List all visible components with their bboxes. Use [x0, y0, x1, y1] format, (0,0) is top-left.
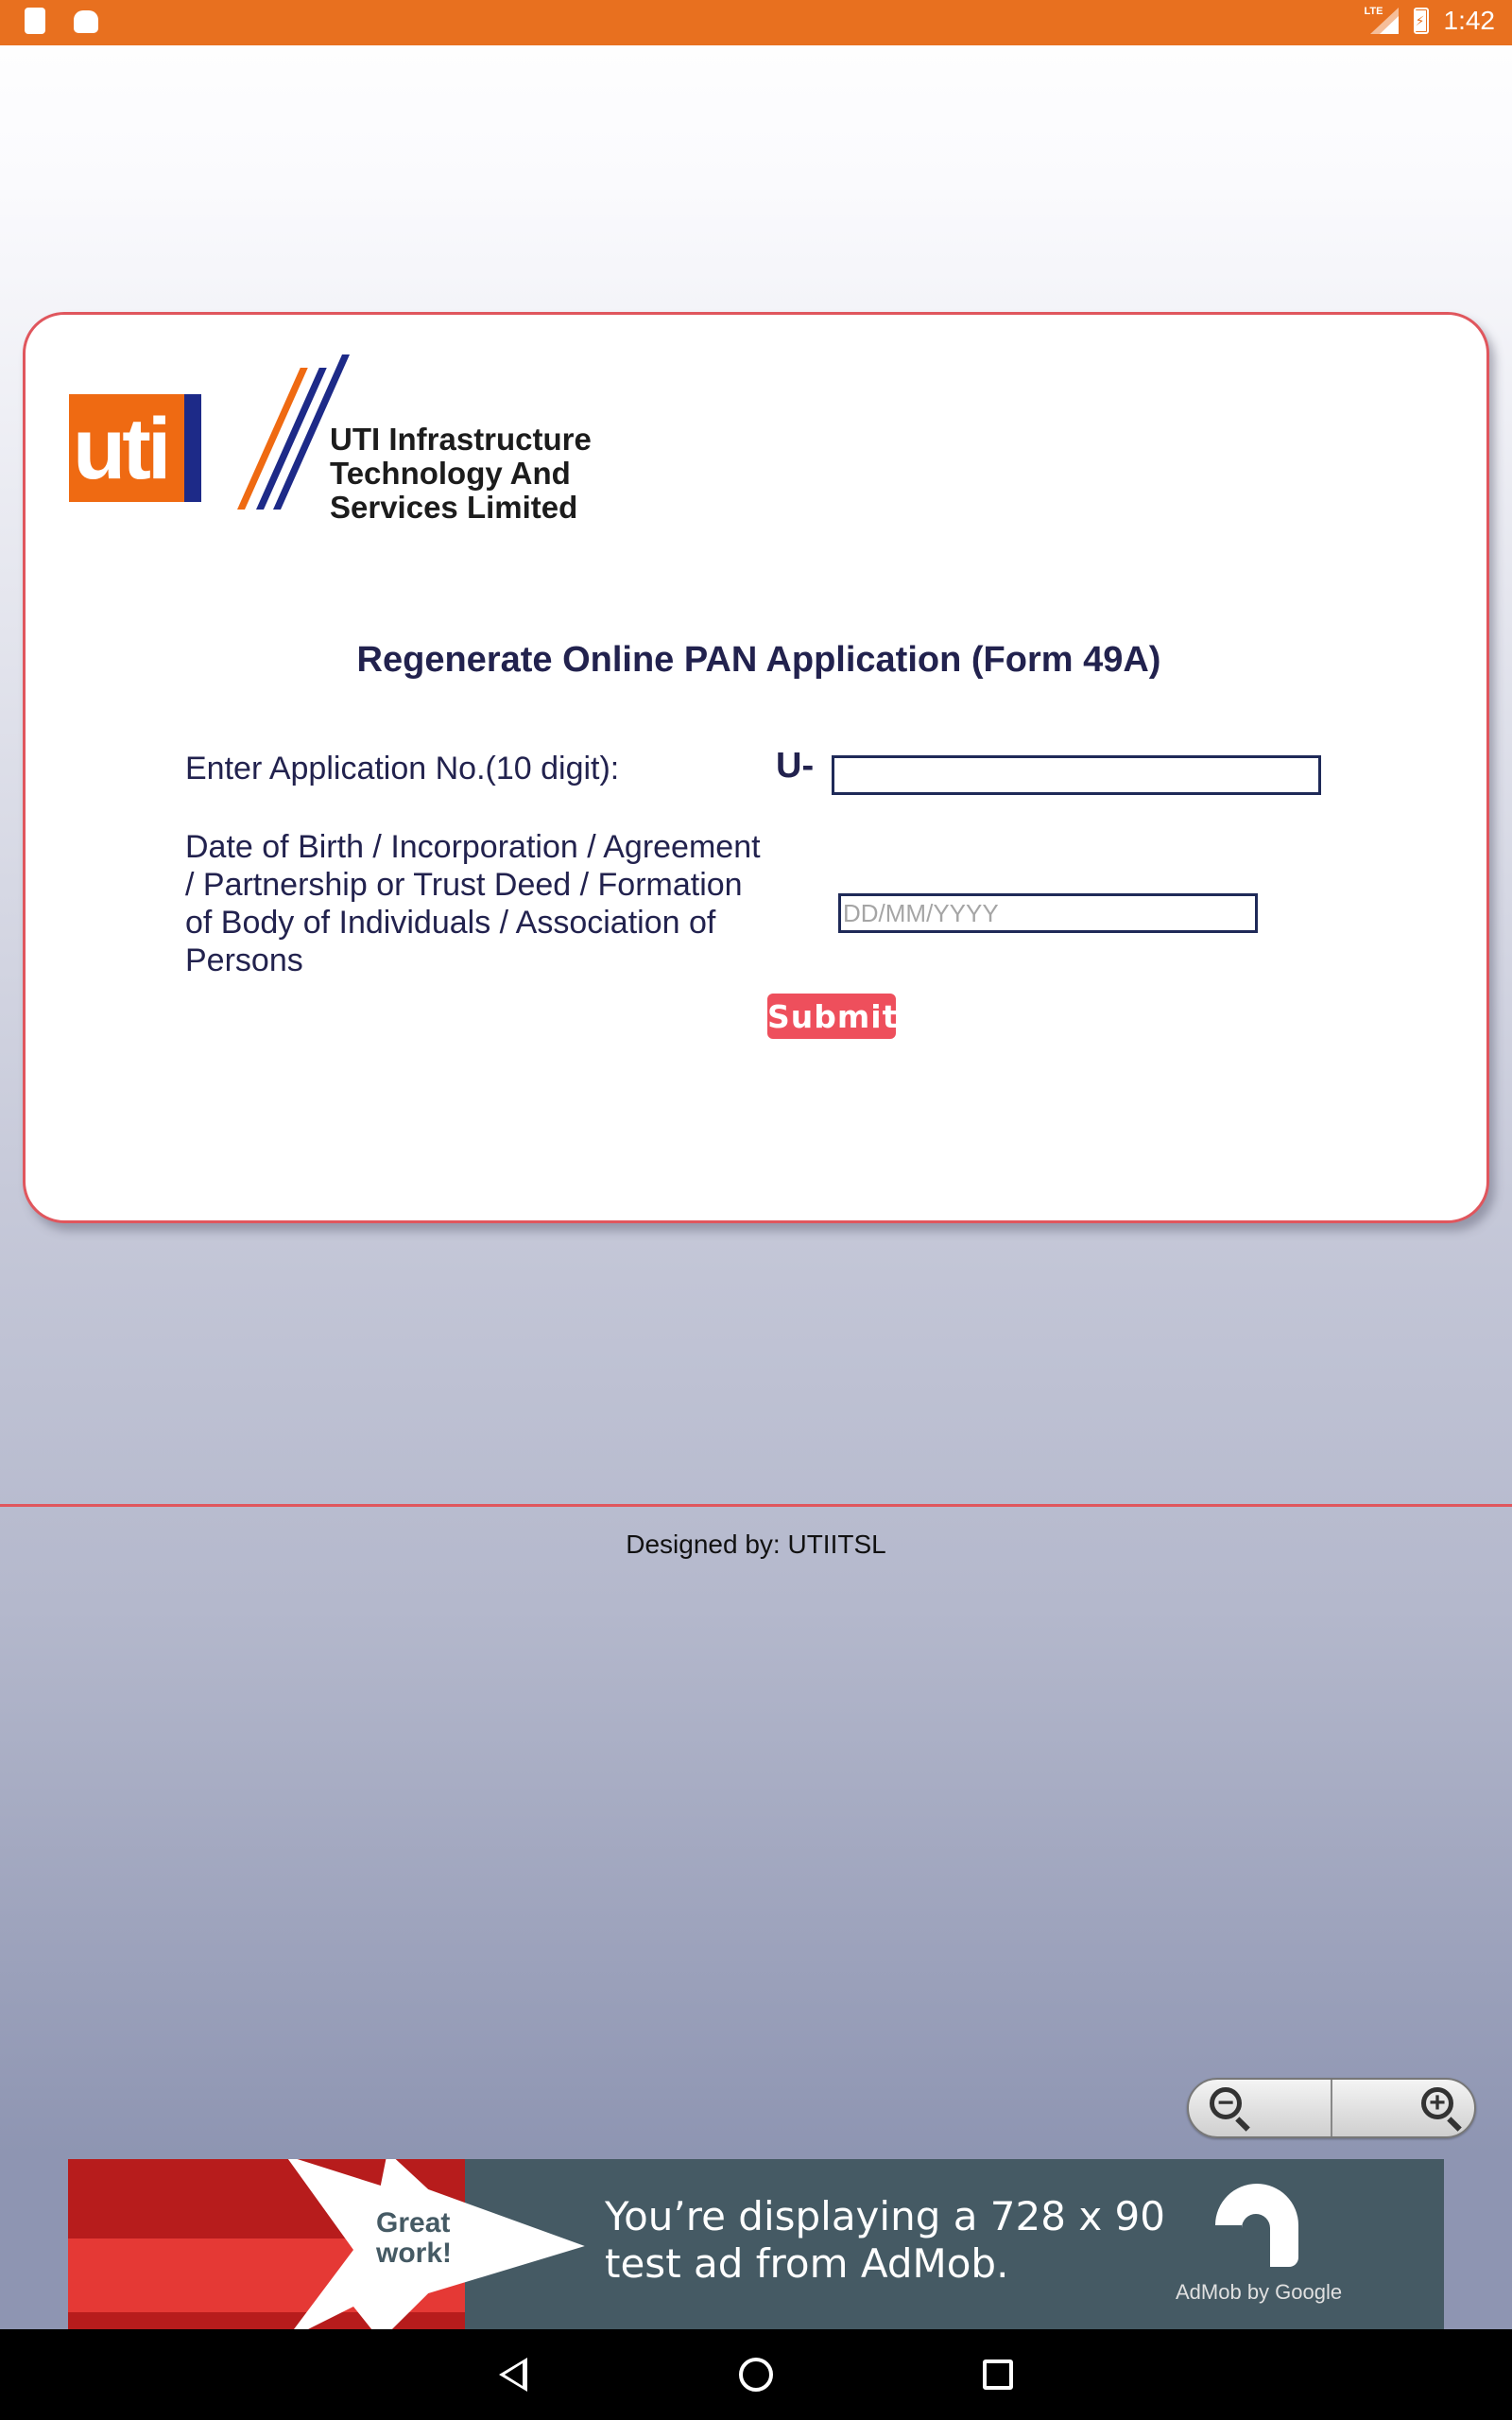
battery-icon — [1414, 8, 1429, 34]
home-icon[interactable] — [739, 2358, 773, 2392]
sd-card-icon — [25, 8, 45, 34]
submit-button[interactable]: Submit — [767, 994, 896, 1039]
dob-input[interactable] — [838, 893, 1258, 933]
footer-divider — [0, 1504, 1512, 1507]
ad-banner[interactable] — [68, 2159, 1444, 2329]
admob-logo-icon — [1215, 2184, 1298, 2267]
status-time: 1:42 — [1443, 6, 1495, 35]
application-number-label: Enter Application No.(10 digit): — [185, 751, 620, 786]
page-title: Regenerate Online PAN Application (Form 49A) — [356, 640, 1161, 680]
status-bar — [0, 0, 1512, 45]
form-card — [23, 312, 1489, 1223]
recents-icon[interactable] — [983, 2360, 1013, 2390]
company-name: UTI Infrastructure Technology And Services Limited — [330, 422, 592, 525]
navigation-bar — [0, 2329, 1512, 2420]
zoom-in-button[interactable] — [1332, 2080, 1474, 2136]
zoom-in-icon: + — [1421, 2087, 1453, 2119]
designed-by: Designed by: UTIITSL — [626, 1530, 886, 1559]
application-number-input[interactable] — [832, 755, 1321, 795]
zoom-out-icon: − — [1210, 2087, 1242, 2119]
application-prefix: U- — [776, 746, 815, 786]
signal-icon — [1364, 6, 1399, 34]
zoom-controls — [1187, 2078, 1476, 2138]
android-icon — [74, 10, 98, 33]
zoom-out-button[interactable] — [1189, 2080, 1332, 2136]
uti-logo — [69, 345, 598, 525]
back-icon[interactable] — [499, 2358, 527, 2392]
dob-label: Date of Birth / Incorporation / Agreement / Partnership or Trust Deed / Formation of Body of Individuals / Association of Persons — [185, 829, 761, 978]
admob-brand: AdMob by Google — [1176, 2280, 1343, 2304]
network-type: LTE — [1364, 6, 1383, 17]
ad-message: You’re displaying a 728 x 90 test ad from AdMob. — [605, 2193, 1165, 2287]
uti-logo-mark: uti — [69, 394, 201, 502]
ad-badge-text: Great work! — [376, 2207, 453, 2269]
